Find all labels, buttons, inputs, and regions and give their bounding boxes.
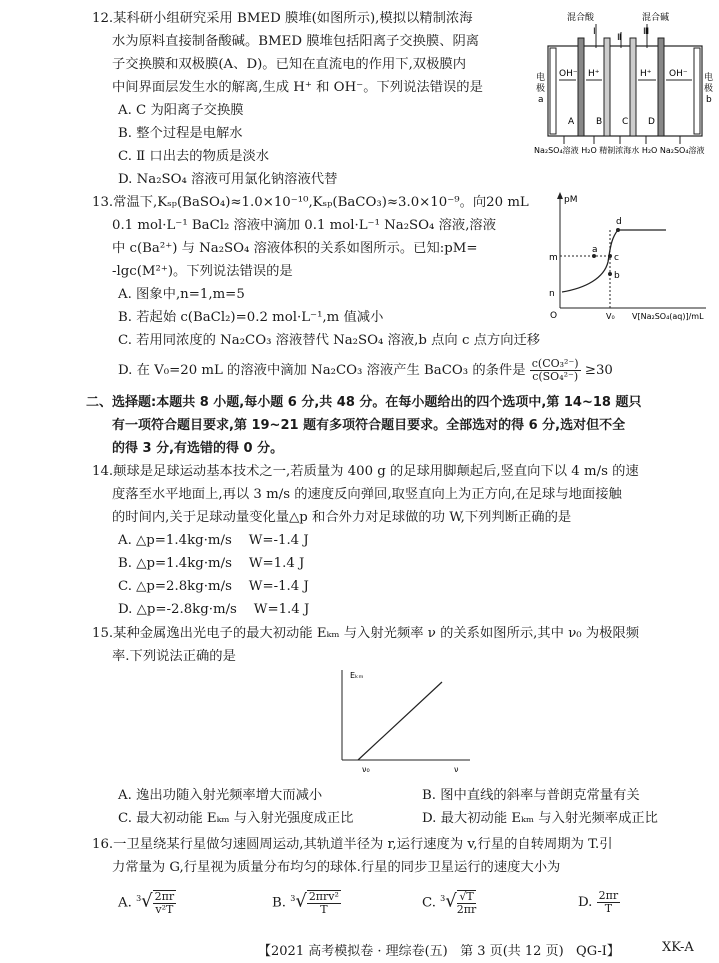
membrane-a [578, 38, 584, 136]
q12-line: 12.某科研小组研究采用 BMED 膜堆(如图所示),模拟以精制浓海 [92, 11, 473, 26]
radicand [457, 890, 477, 916]
fraction-denominator: T [604, 902, 613, 915]
q16-option-c [422, 890, 476, 916]
q13-option-b: B. 若起始 c(BaCl₂)=0.2 mol·L⁻¹,m 值减小 [118, 310, 384, 325]
membrane-c [630, 38, 636, 136]
option-letter: A. [118, 895, 132, 911]
q13-line: 13.常温下,Kₛₚ(BaSO₄)≈1.0×10⁻¹⁰,Kₛₚ(BaCO₃)≈3.0×10⁻⁹。向20 mL [92, 195, 529, 210]
page-footer: 【2021 高考模拟卷 · 理综卷(五) 第 3 页(共 12 页) QG-Ⅰ】 [258, 944, 620, 959]
electrode-a-label: a [538, 95, 544, 105]
point-b-label: b [614, 271, 620, 281]
q12-option-c: C. Ⅱ 口出去的物质是淡水 [118, 149, 270, 164]
root-index: 3 [136, 894, 142, 904]
port-ii: Ⅱ [617, 33, 622, 43]
ion-h-left: H⁺ [588, 69, 600, 79]
electrode-a-label: 极 [536, 84, 546, 94]
q14-option-b: B. △p=1.4kg·m/s W=1.4 J [118, 556, 305, 571]
fraction-denominator: T [320, 903, 328, 916]
y-axis-label: pM [564, 195, 578, 205]
q16-line: 16.一卫星绕某行星做匀速圆周运动,其轨道半径为 r,运行速度为 v,行星的自转周期为 T.引 [92, 837, 613, 852]
q13-option-a: A. 图象中,n=1,m=5 [118, 287, 245, 302]
q14-line: 14.颠球是足球运动基本技术之一,若质量为 400 g 的足球用脚颠起后,竖直向下以 4 m/s 的速 [92, 464, 639, 479]
point-c-label: c [614, 253, 619, 263]
q14-line: 的时间内,关于足球动量变化量△p 和合外力对足球做的功 W,下列判断正确的是 [112, 510, 572, 525]
q14-option-d: D. △p=-2.8kg·m/s W=1.4 J [118, 602, 310, 617]
q16-option-a [118, 890, 176, 916]
electrode-b [694, 48, 700, 134]
radicand [153, 890, 177, 916]
membrane-b [604, 38, 610, 136]
option-letter: B. [272, 895, 286, 911]
q12-line: 中间界面层发生水的解离,生成 H⁺ 和 OH⁻。下列说法错误的是 [112, 80, 483, 95]
x-axis-label: ν [454, 765, 459, 774]
electrode-b-label: 极 [704, 84, 714, 94]
root-index: 3 [440, 894, 446, 904]
cube-root: $^3$√ $\frac{\text{2πrv²}}{T}$ [290, 890, 339, 916]
fraction-denominator: 2πr [456, 903, 477, 916]
point-d [616, 228, 620, 232]
y-axis-label: Eₖₘ [350, 671, 364, 680]
fraction-denominator: c(SO₄²⁻) [532, 370, 579, 383]
section-two-line: 二、选择题:本题共 8 小题,每小题 6 分,共 48 分。在每小题给出的四个选项中,第 14~18 题只 [86, 395, 642, 410]
electrode-a [550, 48, 556, 134]
q13-option-d-fraction [530, 358, 581, 383]
fraction-numerator: c(CO₃²⁻) [531, 357, 579, 370]
mixed-base-label: 混合碱 [642, 13, 670, 23]
q13-line: 中 c(Ba²⁺) 与 Na₂SO₄ 溶液体积的关系如图所示。已知:pM= [112, 241, 478, 256]
cube-root: $^3$√ $\frac{√T}{2\pi r}$ [440, 890, 477, 916]
membrane-d-label: D [648, 117, 655, 127]
ion-oh-left: OH⁻ [559, 69, 578, 79]
electrode-b-label: b [706, 95, 712, 105]
section-two-line: 的得 3 分,有选错的得 0 分。 [112, 441, 284, 456]
q12-line: 水为原料直接制备酸碱。BMED 膜堆包括阳离子交换膜、阴离 [112, 34, 480, 49]
membrane-d [658, 38, 664, 136]
option-letter: D. [578, 895, 593, 910]
membrane-c-label: C [622, 117, 629, 127]
q13-option-d-suffix: ≥30 [584, 363, 613, 378]
q12-line: 子交换膜和双极膜(A、D)。已知在直流电的作用下,双极膜内 [112, 57, 466, 72]
x-tick-v0: V₀ [606, 312, 615, 321]
radicand [307, 890, 341, 916]
mixed-acid-label: 混合酸 [567, 13, 595, 23]
ion-h-right: H⁺ [640, 69, 652, 79]
fraction-denominator: v²T [155, 903, 174, 916]
ion-oh-right: OH⁻ [669, 69, 688, 79]
q15-option-b: B. 图中直线的斜率与普朗克常量有关 [422, 788, 640, 803]
cube-root: $^3$√ $\frac{2\pi r}{\text{v²T}}$ [136, 890, 175, 916]
q13-line: 0.1 mol·L⁻¹ BaCl₂ 溶液中滴加 0.1 mol·L⁻¹ Na₂SO₄ 溶液,溶液 [112, 218, 497, 233]
electrode-a-label: 电 [536, 73, 546, 83]
fraction-numerator: 2πrv² [308, 890, 339, 903]
y-tick-m: m [549, 253, 558, 263]
q14-option-a: A. △p=1.4kg·m/s W=-1.4 J [118, 533, 309, 548]
port-iii: Ⅲ [643, 27, 650, 37]
q15-option-a: A. 逸出功随入射光频率增大而减小 [118, 788, 323, 803]
q13-line: -lgc(M²⁺)。下列说法错误的是 [112, 264, 293, 279]
origin-label: O [550, 311, 558, 321]
x-tick-nu0: ν₀ [362, 765, 370, 774]
q12-option-d: D. Na₂SO₄ 溶液可用氯化钠溶液代替 [118, 172, 338, 187]
point-c [608, 254, 612, 258]
point-b [608, 272, 612, 276]
q16-option-d [578, 890, 620, 915]
electrode-b-label: 电 [704, 73, 714, 83]
fraction-numerator: 2πr [598, 889, 619, 902]
q13-option-d-text: D. 在 V₀=20 mL 的溶液中滴加 Na₂CO₃ 溶液产生 BaCO₃ 的条件是 [118, 363, 526, 378]
inlet-labels: Na₂SO₄溶液 H₂O 精制浓海水 H₂O Na₂SO₄溶液 [534, 146, 705, 155]
y-arrow [557, 192, 563, 199]
ekm-line [358, 682, 442, 760]
q12-option-a: A. C 为阳离子交换膜 [118, 103, 244, 118]
root-index: 3 [290, 894, 296, 904]
membrane-b-label: B [596, 117, 603, 127]
membrane-a-label: A [568, 117, 575, 127]
q14-line: 度落至水平地面上,再以 3 m/s 的速度反向弹回,取竖直向上为正方向,在足球与地面接触 [112, 487, 622, 502]
footer-code: XK-A [662, 940, 694, 955]
q14-option-c: C. △p=2.8kg·m/s W=-1.4 J [118, 579, 309, 594]
section-two-line: 有一项符合题目要求,第 19~21 题有多项符合题目要求。全部选对的得 6 分,选对但不全 [112, 418, 626, 433]
pm-volume-graph [546, 190, 716, 322]
point-d-label: d [616, 217, 622, 227]
y-tick-n: n [549, 289, 555, 299]
q13-option-d [118, 358, 613, 383]
bmed-membrane-diagram [534, 8, 716, 156]
q15-line: 率.下列说法正确的是 [112, 649, 236, 664]
q15-line: 15.某种金属逸出光电子的最大初动能 Eₖₘ 与入射光频率 ν 的关系如图所示,其中 ν₀ 为极限频 [92, 626, 640, 641]
q15-option-d: D. 最大初动能 Eₖₘ 与入射光频率成正比 [422, 811, 658, 826]
fraction [597, 890, 621, 915]
q15-option-c: C. 最大初动能 Eₖₘ 与入射光强度成正比 [118, 811, 354, 826]
option-letter: C. [422, 895, 436, 911]
point-a-label: a [592, 245, 598, 255]
port-i: Ⅰ [593, 27, 596, 37]
q16-option-b [272, 890, 341, 916]
fraction-numerator: 2πr [154, 890, 175, 903]
q13-option-c: C. 若用同浓度的 Na₂CO₃ 溶液替代 Na₂SO₄ 溶液,b 点向 c 点方向迁移 [118, 333, 541, 348]
fraction-numerator: √T [457, 891, 477, 904]
q12-option-b: B. 整个过程是电解水 [118, 126, 243, 141]
x-axis-label: V[Na₂SO₄(aq)]/mL [632, 312, 704, 321]
photoelectric-graph [330, 664, 480, 778]
q16-line: 力常量为 G,行星视为质量分布均匀的球体.行星的同步卫星运行的速度大小为 [112, 860, 561, 875]
